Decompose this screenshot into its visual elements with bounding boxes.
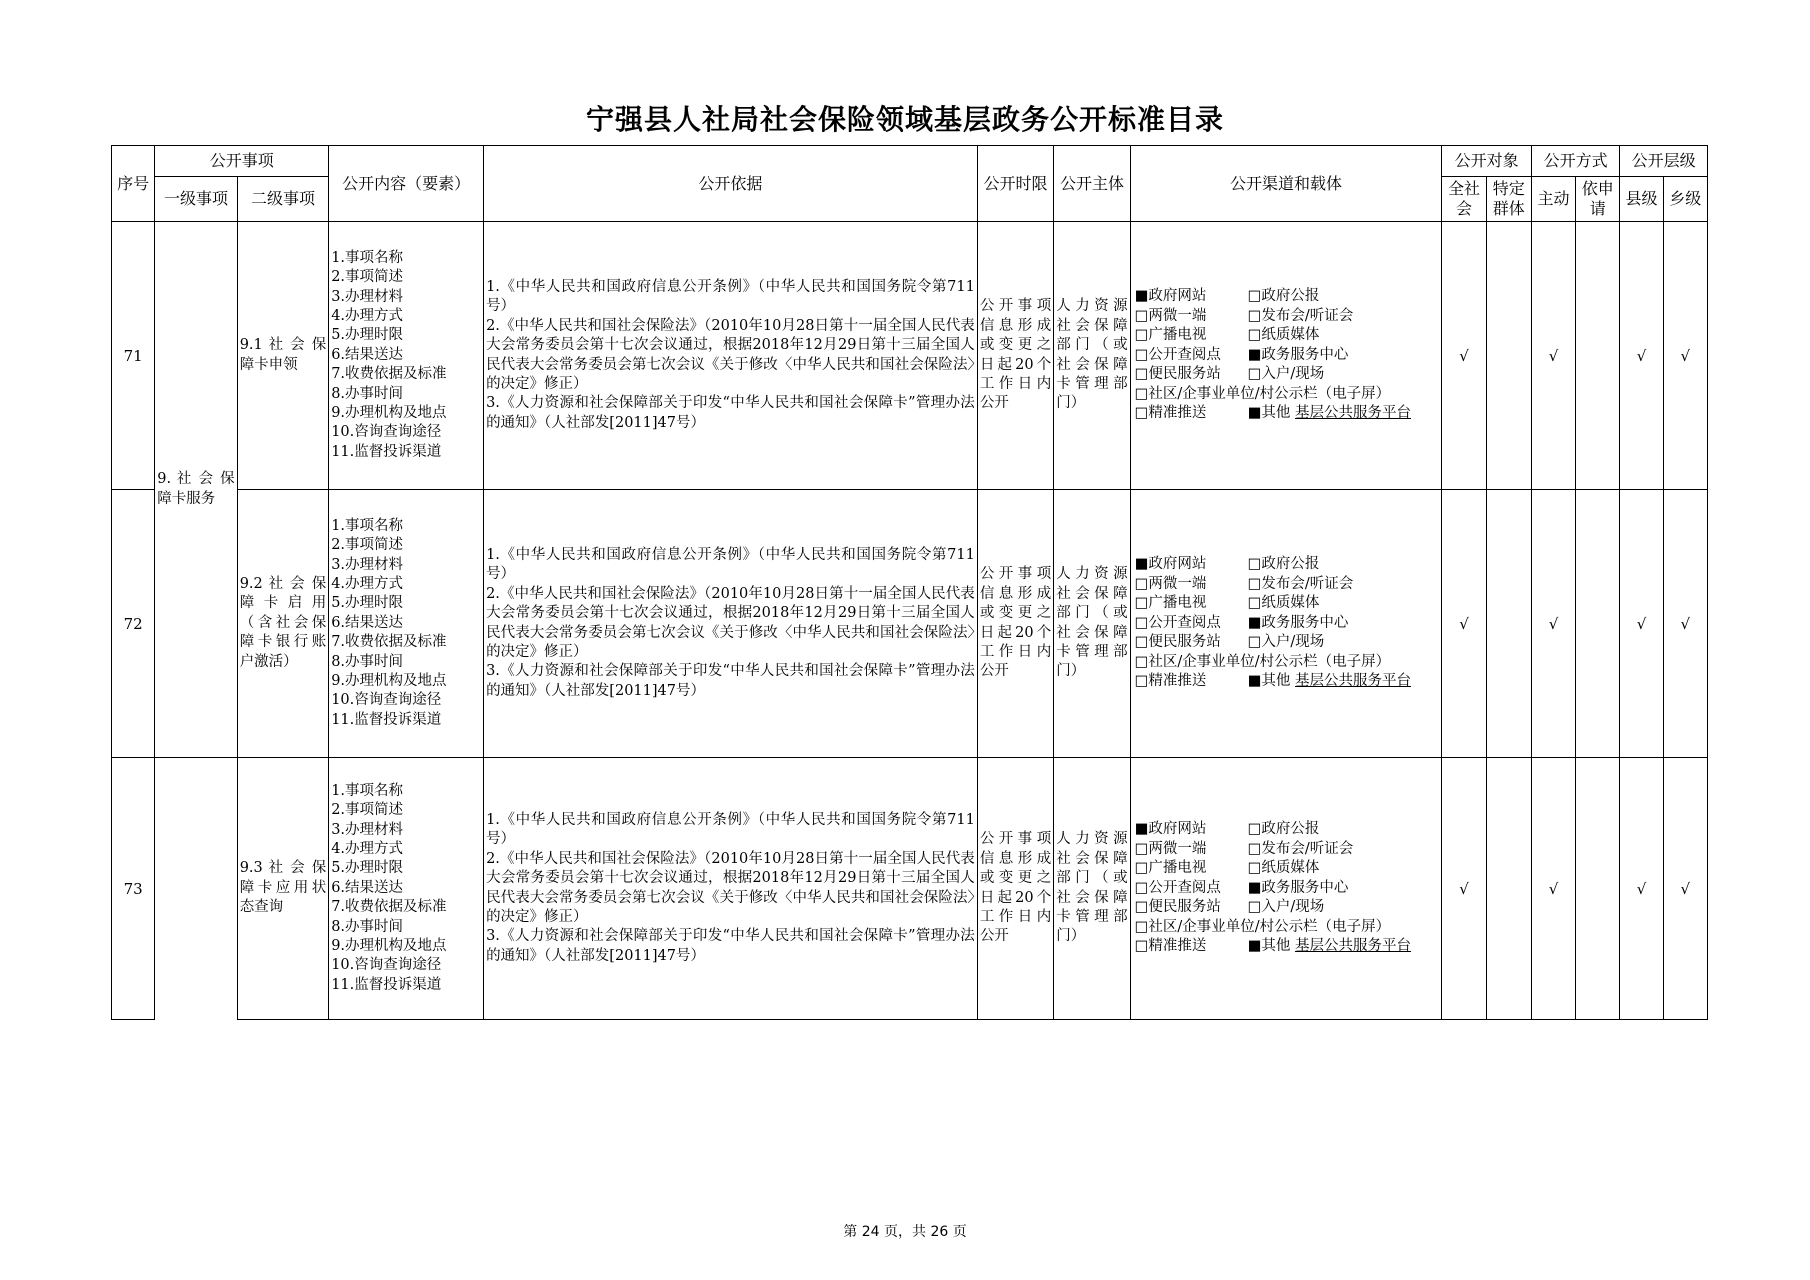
page-title: 宁强县人社局社会保险领域基层政务公开标准目录: [585, 103, 1224, 136]
check-target-all: √: [1442, 490, 1486, 758]
table-row: [112, 758, 1708, 1020]
header-content: 公开内容（要素）: [329, 146, 484, 222]
row-content: 1.事项名称 2.事项简述 3.办理材料 4.办理方式 5.办理时限 6.结果送达 7.收费依据及标准 8.办事时间 9.办理机构及地点 10.咨询查询途径 11.监督投诉渠道: [329, 490, 484, 758]
header-method-active: 主动: [1531, 177, 1575, 222]
row-seq: 73: [112, 758, 155, 1020]
table-row: [112, 490, 1708, 758]
row-content: 1.事项名称 2.事项简述 3.办理材料 4.办理方式 5.办理时限 6.结果送达 7.收费依据及标准 8.办事时间 9.办理机构及地点 10.咨询查询途径 11.监督投诉渠道: [329, 758, 484, 1020]
row-subject: 人力资源社会保障部门（或社会保障卡管理部门）: [1054, 222, 1130, 490]
row-subject: 人力资源社会保障部门（或社会保障卡管理部门）: [1054, 758, 1130, 1020]
check-method-active: √: [1531, 490, 1575, 758]
catalog-table: [111, 145, 1708, 1020]
check-method-apply: [1576, 222, 1620, 490]
row-subject: 人力资源社会保障部门（或社会保障卡管理部门）: [1054, 490, 1130, 758]
check-tier-town: √: [1663, 222, 1707, 490]
check-tier-county: √: [1620, 222, 1663, 490]
row-time: 公开事项信息形成或变更之日起20个工作日内公开: [977, 222, 1053, 490]
check-target-specific: [1486, 222, 1531, 490]
row-level2: 9.2 社 会 保 障 卡 启 用 （含社会保障卡银行账户激活）: [237, 490, 329, 758]
row-level2: 9.3 社 会 保 障卡应用状态查询: [237, 758, 329, 1020]
level1-blank: [155, 758, 237, 1020]
check-method-active: √: [1531, 758, 1575, 1020]
row-content: 1.事项名称 2.事项简述 3.办理材料 4.办理方式 5.办理时限 6.结果送达 7.收费依据及标准 8.办事时间 9.办理机构及地点 10.咨询查询途径 11.监督投诉渠道: [329, 222, 484, 490]
header-tier-county: 县级: [1620, 177, 1663, 222]
row-seq: 71: [112, 222, 155, 490]
page-footer: 第 24 页，共 26 页: [843, 1224, 967, 1240]
row-channels: ■政府网站 □政府公报 □两微一端 □发布会/听证会 □广播电视 □纸质媒体 □公开查阅点 ■政务服务中心 □便民服务站 □入户/现场 □社区/企事业单位/村公示栏（电子屏） □精准推送 ■其他 基层公共服务平台: [1130, 490, 1442, 758]
table-row: [112, 222, 1708, 490]
row-basis: 1.《中华人民共和国政府信息公开条例》（中华人民共和国国务院令第711号） 2.《中华人民共和国社会保险法》（2010年10月28日第十一届全国人民代表大会常务委员会第十七次会议通过，根据2018年12月29日第十三届全国人民代表大会常务委员会第七次会议《关于修改〈中华人民共和国社会保险法〉的决定》修正） 3.《人力资源和社会保障部关于印发“中华人民共和国社会保障卡”管理办法的通知》（人社部发[2011]47号）: [484, 490, 978, 758]
check-method-apply: [1576, 490, 1620, 758]
row-channels: ■政府网站 □政府公报 □两微一端 □发布会/听证会 □广播电视 □纸质媒体 □公开查阅点 ■政务服务中心 □便民服务站 □入户/现场 □社区/企事业单位/村公示栏（电子屏） □精准推送 ■其他 基层公共服务平台: [1130, 222, 1442, 490]
check-method-active: √: [1531, 222, 1575, 490]
row-seq: 72: [112, 490, 155, 758]
row-basis: 1.《中华人民共和国政府信息公开条例》（中华人民共和国国务院令第711号） 2.《中华人民共和国社会保险法》（2010年10月28日第十一届全国人民代表大会常务委员会第十七次会议通过，根据2018年12月29日第十三届全国人民代表大会常务委员会第七次会议《关于修改〈中华人民共和国社会保险法〉的决定》修正） 3.《人力资源和社会保障部关于印发“中华人民共和国社会保障卡”管理办法的通知》（人社部发[2011]47号）: [484, 222, 978, 490]
row-time: 公开事项信息形成或变更之日起20个工作日内公开: [977, 758, 1053, 1020]
check-target-specific: [1486, 490, 1531, 758]
check-target-all: √: [1442, 222, 1486, 490]
header-method-apply: 依申请: [1576, 177, 1620, 222]
check-method-apply: [1576, 758, 1620, 1020]
header-item: 公开事项: [155, 146, 329, 177]
check-tier-town: √: [1663, 758, 1707, 1020]
check-target-all: √: [1442, 758, 1486, 1020]
header-basis: 公开依据: [484, 146, 978, 222]
row-time: 公开事项信息形成或变更之日起20个工作日内公开: [977, 490, 1053, 758]
header-time: 公开时限: [977, 146, 1053, 222]
header-channel: 公开渠道和载体: [1130, 146, 1442, 222]
header-target: 公开对象: [1442, 146, 1532, 177]
header-target-all: 全社会: [1442, 177, 1486, 222]
header-target-specific: 特定群体: [1486, 177, 1531, 222]
level1-item: 9. 社 会 保 障卡服务: [155, 222, 237, 758]
header-subject: 公开主体: [1054, 146, 1130, 222]
header-level1: 一级事项: [155, 177, 237, 222]
check-target-specific: [1486, 758, 1531, 1020]
header-tier-town: 乡级: [1663, 177, 1707, 222]
row-channels: ■政府网站 □政府公报 □两微一端 □发布会/听证会 □广播电视 □纸质媒体 □公开查阅点 ■政务服务中心 □便民服务站 □入户/现场 □社区/企事业单位/村公示栏（电子屏） □精准推送 ■其他 基层公共服务平台: [1130, 758, 1442, 1020]
check-tier-county: √: [1620, 758, 1663, 1020]
check-tier-town: √: [1663, 490, 1707, 758]
header-tier: 公开层级: [1620, 146, 1708, 177]
header-level2: 二级事项: [237, 177, 329, 222]
header-seq: 序号: [112, 146, 155, 222]
header-method: 公开方式: [1531, 146, 1619, 177]
check-tier-county: √: [1620, 490, 1663, 758]
row-level2: 9.1 社 会 保 障卡申领: [237, 222, 329, 490]
row-basis: 1.《中华人民共和国政府信息公开条例》（中华人民共和国国务院令第711号） 2.《中华人民共和国社会保险法》（2010年10月28日第十一届全国人民代表大会常务委员会第十七次会议通过，根据2018年12月29日第十三届全国人民代表大会常务委员会第七次会议《关于修改〈中华人民共和国社会保险法〉的决定》修正） 3.《人力资源和社会保障部关于印发“中华人民共和国社会保障卡”管理办法的通知》（人社部发[2011]47号）: [484, 758, 978, 1020]
